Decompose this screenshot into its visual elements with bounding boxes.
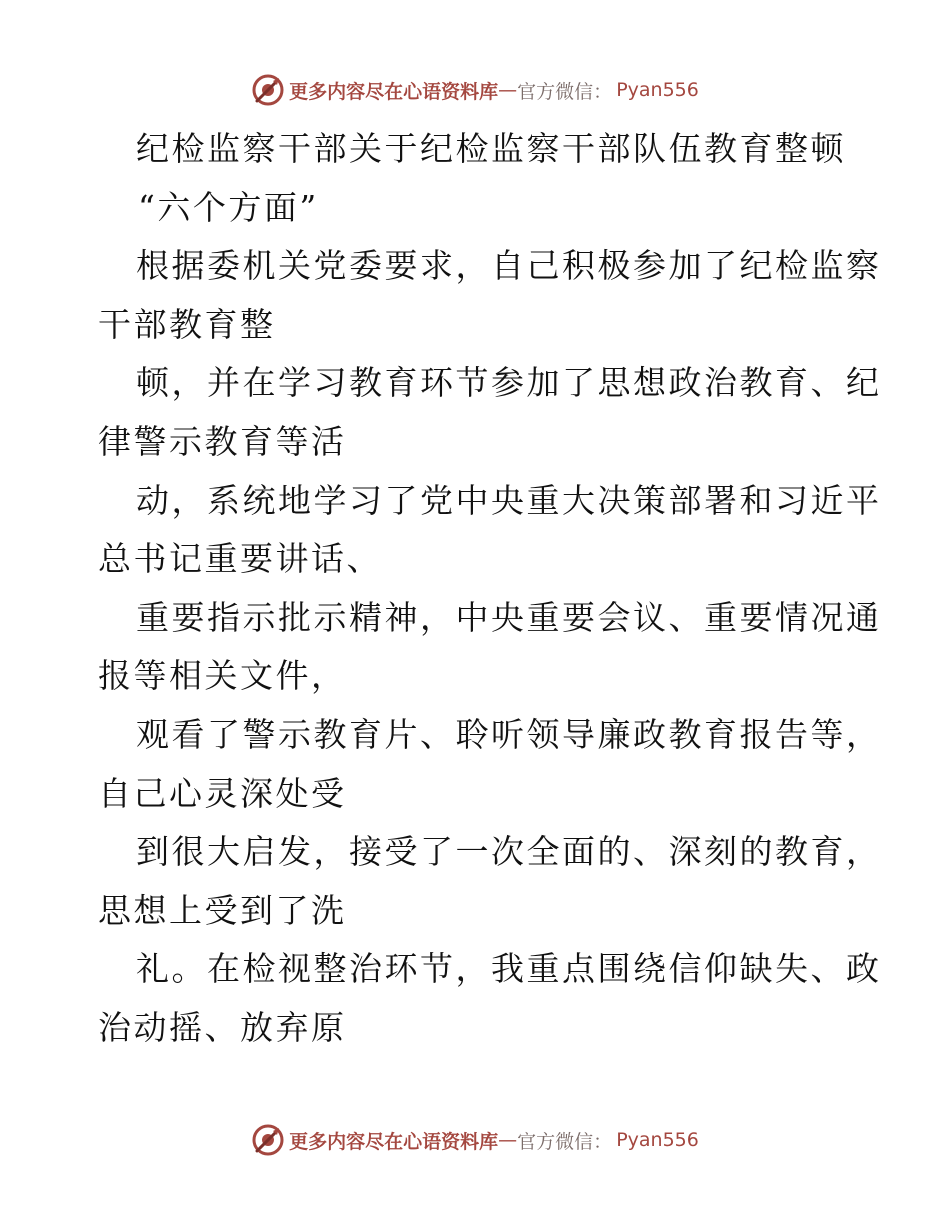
paragraph-line: 到很大启发，接受了一次全面的、深刻的教育， (136, 832, 882, 872)
paragraph-line: 观看了警示教育片、聆听领导廉政教育报告等， (136, 714, 882, 754)
paragraph-line: 顿，并在学习教育环节参加了思想政治教育、纪 (136, 363, 882, 403)
banner-site-text: 更多内容尽在心语资料库 (289, 1130, 499, 1153)
banner-wechat-id: Pyan556 (616, 1129, 699, 1151)
paragraph-line: 律警示教育等活 (98, 421, 347, 461)
paragraph-line: 总书记重要讲话、 (98, 539, 382, 579)
logo-icon (251, 73, 285, 107)
document-title-line2: “六个方面” (138, 187, 319, 227)
banner-dash: — (498, 79, 518, 101)
logo-icon (251, 1123, 285, 1157)
footer-banner (0, 1120, 950, 1160)
paragraph-line: 动，系统地学习了党中央重大决策部署和习近平 (136, 480, 882, 520)
banner-wechat-id: Pyan556 (616, 79, 699, 101)
paragraph-line: 思想上受到了洗 (98, 890, 347, 930)
banner-site-text: 更多内容尽在心语资料库 (289, 80, 499, 103)
paragraph-line: 治动摇、放弃原 (98, 1007, 347, 1047)
document-body (98, 120, 882, 1058)
paragraph-line: 根据委机关党委要求，自己积极参加了纪检监察 (136, 246, 882, 286)
paragraph-line: 重要指示批示精神，中央重要会议、重要情况通 (136, 597, 882, 637)
paragraph-line: 礼。在检视整治环节，我重点围绕信仰缺失、政 (136, 949, 882, 989)
paragraph-line: 自己心灵深处受 (98, 773, 347, 813)
banner-wechat-label: 官方微信： (517, 1130, 613, 1153)
paragraph-line: 干部教育整 (98, 304, 276, 344)
header-banner (0, 70, 950, 110)
banner-wechat-label: 官方微信： (517, 80, 613, 103)
paragraph-line: 报等相关文件， (98, 656, 347, 696)
document-title-line1: 纪检监察干部关于纪检监察干部队伍教育整顿 (136, 129, 846, 168)
banner-dash: — (498, 1129, 518, 1151)
